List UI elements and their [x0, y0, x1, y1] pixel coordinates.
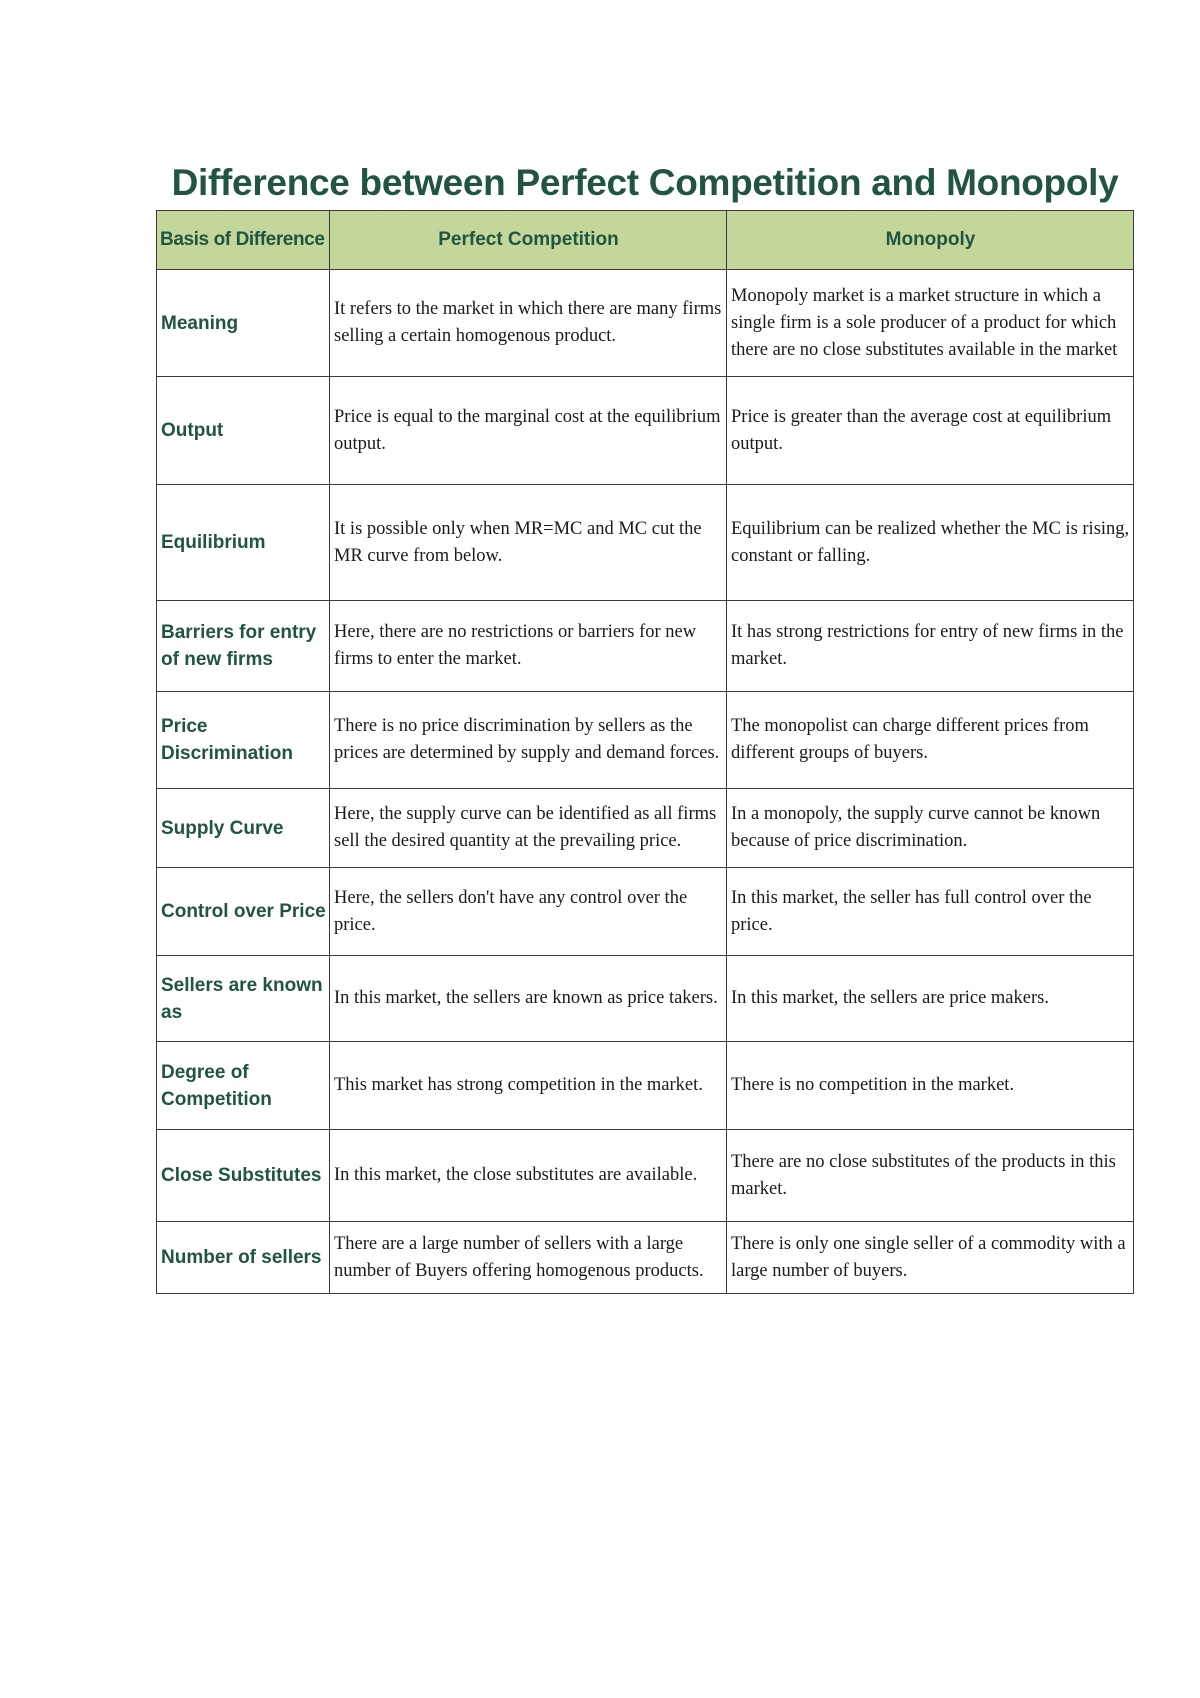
row-basis: Close Substitutes: [157, 1130, 330, 1222]
row-monopoly: In a monopoly, the supply curve cannot be known because of price discrimination.: [727, 789, 1134, 868]
row-monopoly: Monopoly market is a market structure in which a single firm is a sole producer of a product for which there are no close substitutes available in the market: [727, 270, 1134, 377]
row-monopoly: The monopolist can charge different prices from different groups of buyers.: [727, 692, 1134, 789]
header-row: [157, 211, 1134, 270]
row-monopoly: There is only one single seller of a commodity with a large number of buyers.: [727, 1222, 1134, 1294]
row-perfect-competition: Here, the sellers don't have any control over the price.: [330, 868, 727, 956]
row-basis: Price Discrimination: [157, 692, 330, 789]
row-perfect-competition: There are a large number of sellers with a large number of Buyers offering homogenous products.: [330, 1222, 727, 1294]
row-monopoly: There is no competition in the market.: [727, 1042, 1134, 1130]
row-perfect-competition: In this market, the close substitutes are available.: [330, 1130, 727, 1222]
row-monopoly: Equilibrium can be realized whether the MC is rising, constant or falling.: [727, 485, 1134, 601]
header-monopoly: Monopoly: [727, 211, 1134, 270]
row-perfect-competition: There is no price discrimination by sellers as the prices are determined by supply and demand forces.: [330, 692, 727, 789]
header-perfect-competition: Perfect Competition: [330, 211, 727, 270]
table-row: [157, 789, 1134, 868]
row-basis: Sellers are known as: [157, 956, 330, 1042]
table-header: [157, 211, 1134, 270]
page-title: Difference between Perfect Competition and Monopoly: [171, 162, 1119, 203]
row-monopoly: In this market, the seller has full control over the price.: [727, 868, 1134, 956]
row-perfect-competition: Price is equal to the marginal cost at the equilibrium output.: [330, 377, 727, 485]
table-row: [157, 1042, 1134, 1130]
table-row: [157, 377, 1134, 485]
table-row: [157, 1130, 1134, 1222]
row-basis: Degree of Competition: [157, 1042, 330, 1130]
row-perfect-competition: It refers to the market in which there are many firms selling a certain homogenous product.: [330, 270, 727, 377]
row-perfect-competition: Here, the supply curve can be identified as all firms sell the desired quantity at the prevailing price.: [330, 789, 727, 868]
table-row: [157, 956, 1134, 1042]
row-perfect-competition: This market has strong competition in the market.: [330, 1042, 727, 1130]
table-row: [157, 601, 1134, 692]
row-perfect-competition: It is possible only when MR=MC and MC cut the MR curve from below.: [330, 485, 727, 601]
table-row: [157, 1222, 1134, 1294]
row-basis: Barriers for entry of new firms: [157, 601, 330, 692]
row-perfect-competition: In this market, the sellers are known as price takers.: [330, 956, 727, 1042]
row-monopoly: It has strong restrictions for entry of new firms in the market.: [727, 601, 1134, 692]
row-basis: Supply Curve: [157, 789, 330, 868]
header-basis: Basis of Difference: [157, 211, 330, 270]
table-row: [157, 868, 1134, 956]
row-monopoly: Price is greater than the average cost at equilibrium output.: [727, 377, 1134, 485]
row-perfect-competition: Here, there are no restrictions or barriers for new firms to enter the market.: [330, 601, 727, 692]
table-row: [157, 270, 1134, 377]
row-basis: Meaning: [157, 270, 330, 377]
row-basis: Control over Price: [157, 868, 330, 956]
row-basis: Equilibrium: [157, 485, 330, 601]
row-monopoly: There are no close substitutes of the products in this market.: [727, 1130, 1134, 1222]
comparison-table: [156, 210, 1134, 1294]
table-body: [157, 270, 1134, 1294]
row-basis: Output: [157, 377, 330, 485]
row-basis: Number of sellers: [157, 1222, 330, 1294]
table-row: [157, 692, 1134, 789]
row-monopoly: In this market, the sellers are price makers.: [727, 956, 1134, 1042]
table-row: [157, 485, 1134, 601]
